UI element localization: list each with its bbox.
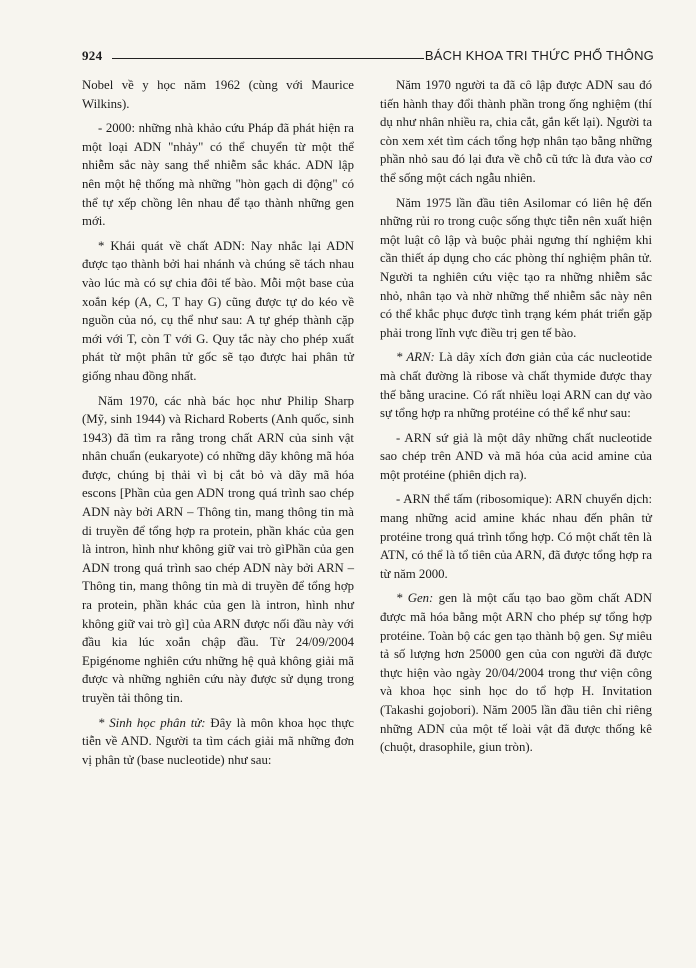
paragraph: - ARN thể tấm (ribosomique): ARN chuyển dịch: mang những acid amine khác nhau đến phân tử protéine trong quá trình tổng hợp. Có một chất tên là ATN, có thể là tổ tiên của ARN, đã được tổng hợp ra từ năm 2000. (380, 492, 652, 581)
running-title: BÁCH KHOA TRI THỨC PHỔ THÔNG (424, 48, 654, 63)
page-number: 924 (82, 48, 103, 63)
paragraph (380, 589, 652, 756)
paragraph: Năm 1975 lần đầu tiên Asilomar có liên hệ đến những rủi ro trong cuộc sống thực tiễn nên xuất hiện một luật cô lập và buộc phải ngưng thí nghiệm khi cần thiết áp dụng cho các phòng thí nghiệm phân tử. Người ta nghiên cứu việc tạo ra những nhiễm sắc nhỏ, nhân tạo và nhờ những thể nhiễm sắc này nên có thể khắc phục được tình trạng kém phát triển gặp phải trong lĩnh vực điều trị gen tế bào. (380, 195, 652, 340)
paragraph: - ARN sứ giả là một dây những chất nucleotide sao chép trên AND và mã hóa của acid amine của một protéine (phiên dịch ra). (380, 430, 652, 482)
page-header (82, 46, 654, 68)
paragraph: Nobel về y học năm 1962 (cùng với Maurice Wilkins). (82, 78, 354, 111)
paragraph-body: gen là một cấu tạo bao gồm chất ADN được mã hóa bằng một ARN cho phép sự tổng hợp protéine. Toàn bộ các gen tạo thành bộ gen. Sự miêu tả số lượng hơn 25000 gen của con người đã được thực hiện vào ngày 20/04/2004 trong thư viện công và khoa học sinh học do tổ hợp H. Invitation (Takashi gojobori). Năm 2005 lần đầu tiên chỉ riêng những ADN của một tế loài vật đã được thống kê (chuột, drasophile, giun tròn). (380, 591, 652, 755)
right-column (380, 76, 652, 763)
paragraph (380, 348, 652, 422)
term-label: * ARN: (396, 350, 435, 365)
left-column (82, 76, 354, 775)
paragraph (82, 714, 354, 770)
paragraph: - 2000: những nhà khảo cứu Pháp đã phát hiện ra một loại ADN "nhảy" có thể chuyển từ một thể nhiễm sắc này sang thể nhiễm sắc khác. ADN lập nên một hệ thống mà những "hòn gạch di động" có thể tự xếp chồng lên nhau để tạo thành những gen mới. (82, 121, 354, 229)
header-rule (112, 58, 424, 59)
paragraph-body: Là dây xích đơn giản của các nucleotide mà chất đường là ribose và chất thymide được thay thế bằng uracine. Có rất nhiều loại ARN can dự vào sự tổng hợp ra những protéine có thể kể như sau: (380, 350, 652, 421)
paragraph: Năm 1970, các nhà bác học như Philip Sharp (Mỹ, sinh 1944) và Richard Roberts (Anh quốc, sinh 1943) đã tìm ra rằng trong chất ARN của sinh vật nhân chuẩn (eukaryote) có những dãy không mã hóa được, chúng bị thải vì bị cắt bỏ và dãy mã hóa escons [Phần của gen ADN trong quá trình sao chép ADN này bởi ARN – Thông tin, mang thông tin mà di truyền để tổng hợp ra protein, phần khác của gen là intron, hình như không giữ vai trò gìPhần của gen ADN trong quá trình sao chép ADN này bởi ARN – Thông tin, mang thông tin mà di truyền để tổng hợp ra protein, phần khác của gen là intron, hình như không giữ vai trò gì] của ARN được nối đầu này với đầu kia lúc xoắn chập đầu. Từ 24/09/2004 Epigénome nghiên cứu những hệ quả không giải mã được và những nghiên cứu này được sử dụng trong truyền tải thông tin. (82, 393, 354, 705)
term-label: * Sinh học phân tử: (98, 715, 206, 730)
term-label: * Gen: (396, 591, 434, 606)
paragraph: * Khái quát về chất ADN: Nay nhắc lại ADN được tạo thành bởi hai nhánh và chúng sẽ tách nhau vào lúc mà có sự chia đôi tế bào. Mỗi một base của xoắn kép (A, C, T hay G) cũng được tự do kéo về nguồn của nó, cụ thể như sau: A tự ghép thành cặp mới với T, còn T với G. Quy tắc này cho phép xuất phát từ một phân tử gốc sẽ tạo được hai phân tử giống nhau đồng nhất. (82, 238, 354, 383)
paragraph: Năm 1970 người ta đã cô lập được ADN sau đó tiến hành thay đổi thành phần trong ống nghiệm (thí dụ như nhân nhiều ra, chia cắt, gắn kết lại). Người ta còn xem xét tìm cách tổng hợp nhân tạo bằng những phần nhỏ sau đó lại đưa về chỗ cũ tức là đưa vào cơ thể sống một cách ngẫu nhiên. (380, 78, 652, 185)
paragraph-body: Đây là môn khoa học thực tiễn về AND. Người ta tìm cách giải mã những đơn vị phân tử (base nucleotide) như sau: (82, 715, 354, 767)
